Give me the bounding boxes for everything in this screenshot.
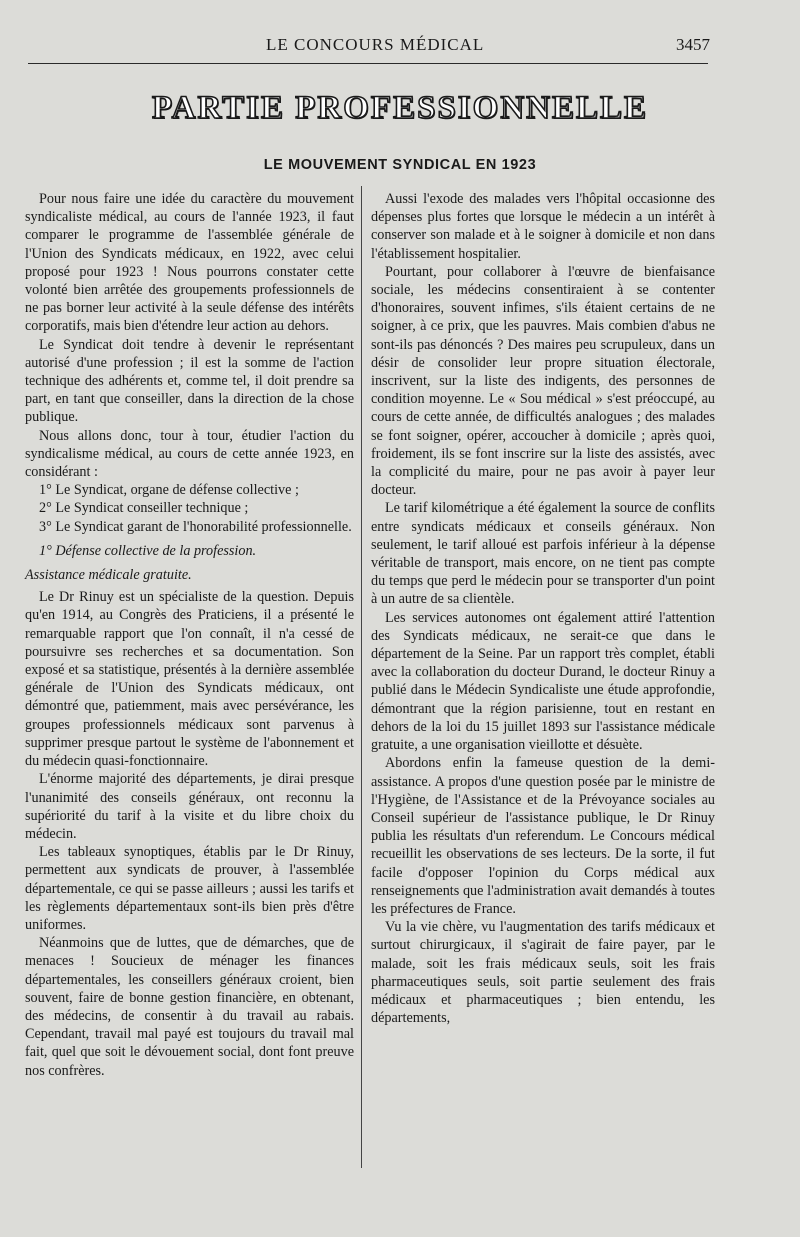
paragraph: Pour nous faire une idée du caractère du mouvement syndicaliste médical, au cours de l'année 1923, il faut comparer le programme de l'assemblée générale de l'Union des Syndicats médicaux, en 1922, avec celui proposé pour 1923 ! Nous pourrons constater cette volonté bien arrêtée des groupements professionnels de ne pas borner leur activité à la seule défense des intérêts corporatifs, mais bien d'étendre leur action au dehors. — [25, 191, 354, 335]
left-column — [25, 190, 354, 1080]
subsection-subheading: Assistance médicale gratuite. — [25, 567, 192, 584]
page-number: 3457 — [676, 35, 710, 54]
list-item: 2° Le Syndicat conseiller technique ; — [39, 500, 249, 517]
article-title: LE MOUVEMENT SYNDICAL EN 1923 — [263, 157, 537, 173]
list-item: 3° Le Syndicat garant de l'honorabilité professionnelle. — [39, 518, 352, 535]
paragraph: Les tableaux synoptiques, établis par le Dr Rinuy, permettent aux syndicats de prouver, à l'assemblée départementale, ce qui se passe ailleurs ; aussi les tarifs et les règlements départementaux sont-ils bien près d'être uniformes. — [25, 844, 354, 933]
paragraph: Le tarif kilométrique a été également la source de conflits entre syndicats médicaux et conseils généraux. Non seulement, le tarif alloué est parfois inférieur à la dépense véritable de transport, mais encore, on ne tient pas compte du temps que perd le médecin pour se transporter d'un point à un autre de sa clientèle. — [371, 500, 715, 608]
paragraph: Vu la vie chère, vu l'augmentation des tarifs médicaux et surtout chirurgicaux, il s'agirait de faire payer, par le malade, soit les frais médicaux seuls, soit les frais pharmaceutiques seuls, soit partie seulement des frais médicaux et pharmaceutiques ; bien entendu, les départements, — [371, 919, 715, 1027]
paragraph: Nous allons donc, tour à tour, étudier l'action du syndicalisme médical, au cours de cette année 1923, en considérant : — [25, 427, 354, 481]
right-column — [371, 190, 715, 1027]
paragraph: Néanmoins que de luttes, que de démarches, que de menaces ! Soucieux de ménager les finances départementales, les conseillers généraux croient, bien souvent, faire de bonne gestion financière, en obtenant, des médecins, de consentir à du travail au rabais. Cependant, travail mal payé est toujours du travail mal fait, quel que soit le dévouement social, dont font preuve nos confrères. — [25, 935, 354, 1079]
paragraph: Abordons enfin la fameuse question de la demi-assistance. A propos d'une question posée par le ministre de l'Hygiène, de l'Assistance et de la Prévoyance sociales au Conseil supérieur de l'assistance publique, le Dr Rinuy publia les résultats d'un referendum. Le Concours médical recueillit les observations de ses lecteurs. De la sorte, il fut facile d'opposer l'opinion du Corps médical aux renseignements que l'administration avait demandés à toutes les préfectures de France. — [371, 755, 715, 917]
paragraph: Le Dr Rinuy est un spécialiste de la question. Depuis qu'en 1914, au Congrès des Praticiens, il a présenté le remarquable rapport que l'on connaît, il n'a cessé de poursuivre ses recherches et sa documentation. Son exposé et sa statistique, présentés à la dernière assemblée générale de l'Union des Syndicats médicaux, ont démontré que, patiemment, mais avec persévérance, les groupes professionnels médicaux sont parvenus à supprimer presque partout le système de l'abonnement et du médecin quasi-fonctionnaire. — [25, 589, 354, 770]
paragraph: Pourtant, pour collaborer à l'œuvre de bienfaisance sociale, les médecins consentiraient à se contenter d'honoraires, souvent infimes, s'ils étaient certains de ne soigner, à ce prix, que les pauvres. Mais combien d'abus ne sont-ils pas dénoncés ? Des maires peu scrupuleux, dans un désir de consolider leur propre situation électorale, inscrivent, sur la liste des indigents, des personnes de condition moyenne. Le « Sou médical » s'est préoccupé, au cours de cette année, de difficultés analogues ; des malades se font soigner, opérer, accoucher à domicile ; après quoi, froidement, ils se font inscrire sur la liste des assistés, avec la complicité du maire, pour ne pas avoir à payer leur docteur. — [371, 263, 715, 499]
section-title: PARTIE PROFESSIONNELLE — [151, 90, 649, 126]
list-item: 1° Le Syndicat, organe de défense collective ; — [39, 482, 299, 499]
paragraph: Les services autonomes ont également attiré l'attention des Syndicats médicaux, ne serait-ce que dans le département de la Seine. Par un rapport très complet, établi avec la collaboration du docteur Durand, le docteur Rinuy a publié dans le Médecin Syndicaliste une étude approfondie, démontrant que la région parisienne, tout en restant en dehors de la loi du 15 juillet 1893 sur l'assistance médicale gratuite, a une organisation vieillotte et désuète. — [371, 609, 715, 754]
subsection-heading: 1° Défense collective de la profession. — [39, 542, 257, 559]
paragraph: Aussi l'exode des malades vers l'hôpital occasionne des dépenses plus fortes que lorsque le médecin a un intérêt à conserver son malade et à le soigner à domicile et non dans l'établissement hospitalier. — [371, 191, 715, 262]
column-divider — [361, 186, 362, 1168]
journal-title: LE CONCOURS MÉDICAL — [266, 35, 485, 54]
paragraph: Le Syndicat doit tendre à devenir le représentant autorisé d'une profession ; il est la somme de l'action technique des adhérents et, comme tel, il doit prendre sa part, en tant que conseiller, dans la direction de la chose publique. — [25, 336, 354, 426]
running-header — [28, 33, 708, 64]
paragraph: L'énorme majorité des départements, je dirai presque l'unanimité des conseils généraux, ont reconnu la supériorité du tarif à la visite et du libre choix du médecin. — [25, 771, 354, 842]
